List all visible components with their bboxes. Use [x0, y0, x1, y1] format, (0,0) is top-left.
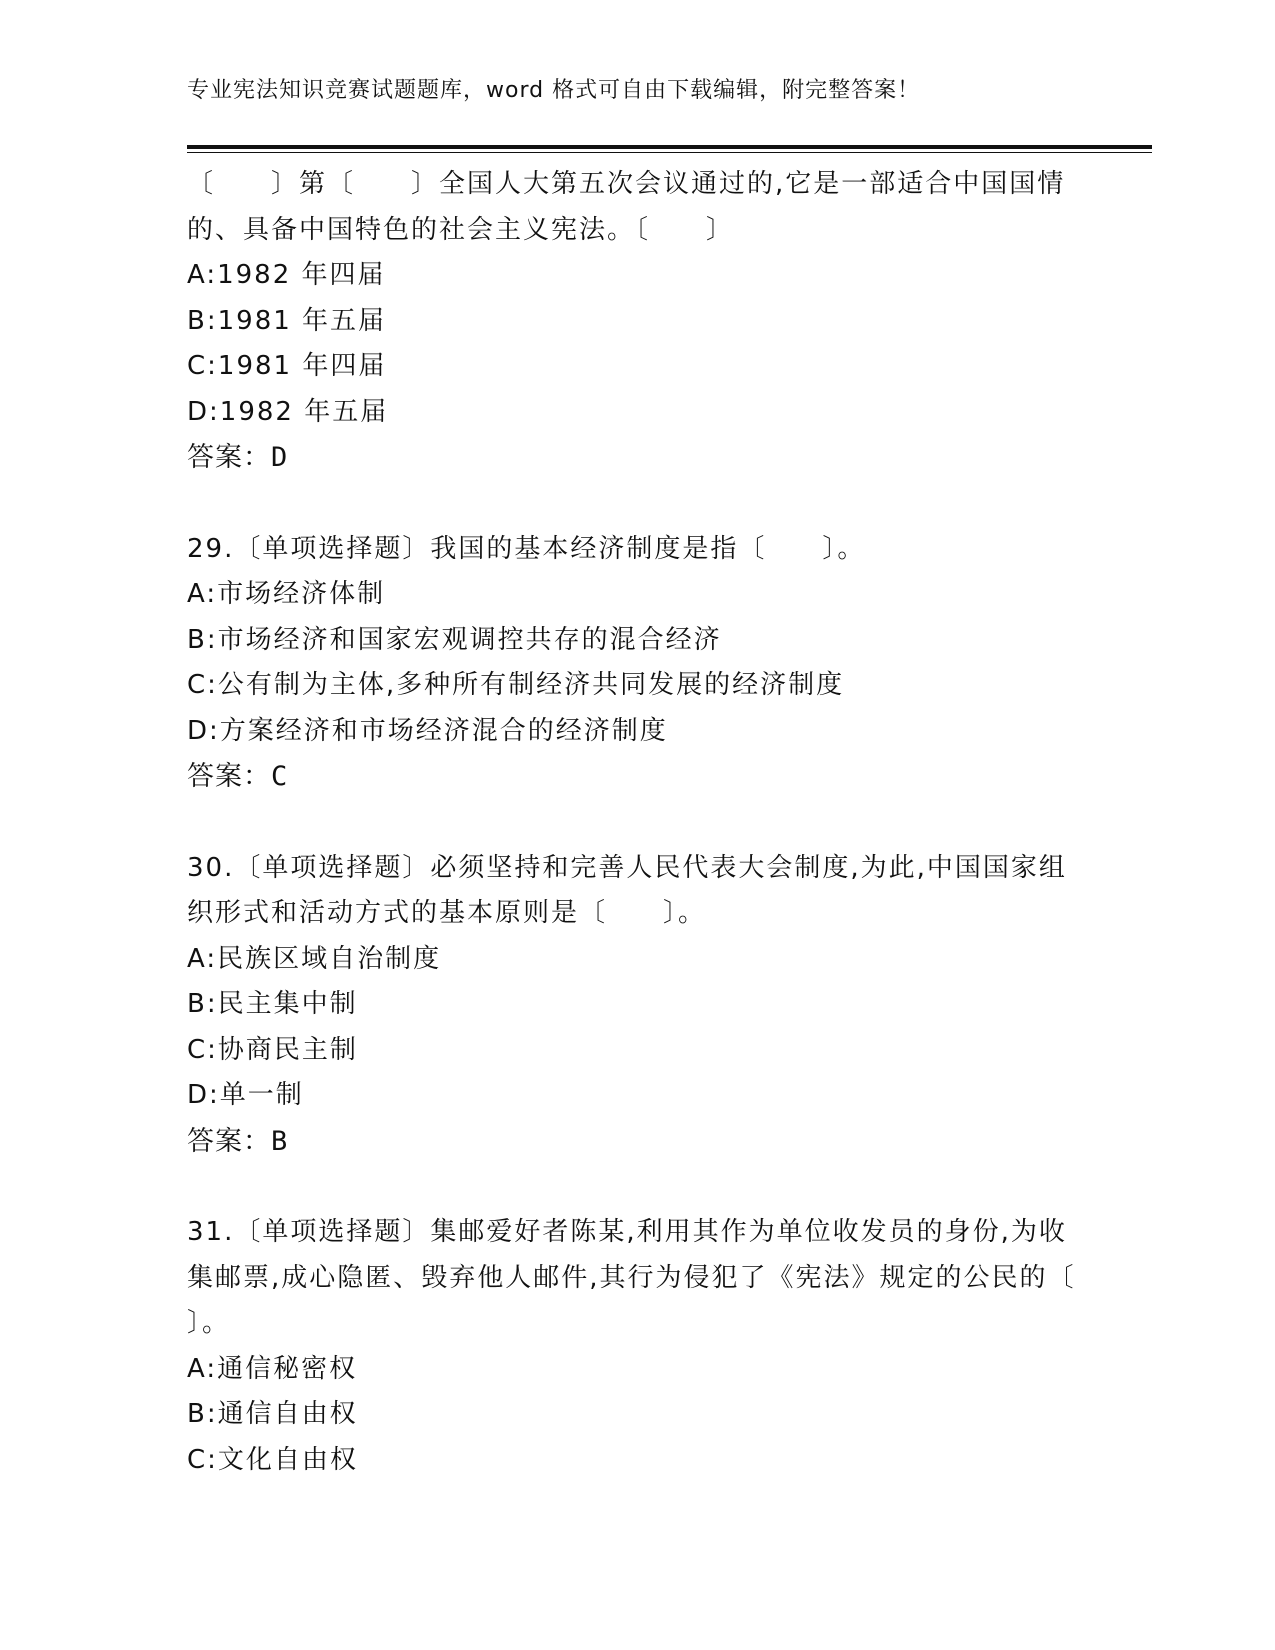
option-a	[187, 1347, 1087, 1393]
question-block	[187, 846, 1087, 1165]
option-text: 方案经济和市场经济混合的经济制度	[219, 715, 668, 746]
option-letter: C:	[187, 351, 218, 381]
option-text: 民族区域自治制度	[217, 943, 442, 974]
option-text: 1982 年四届	[217, 260, 386, 290]
option-text: 市场经济和国家宏观调控共存的混合经济	[217, 624, 722, 655]
question-stem: 〔 〕第〔 〕全国人大第五次会议通过的,它是一部适合中国国情的、具备中国特色的社会主义宪法。〔 〕	[187, 169, 1066, 245]
option-letter: B:	[187, 305, 218, 336]
option-a	[187, 253, 1087, 299]
option-list	[187, 253, 1087, 435]
option-d	[187, 709, 1087, 755]
option-list	[187, 937, 1087, 1119]
option-letter: D:	[187, 1080, 220, 1110]
answer-label: 答案：	[187, 761, 271, 792]
option-c	[187, 1028, 1087, 1074]
option-letter: A:	[187, 1353, 218, 1384]
option-text: 通信秘密权	[217, 1353, 358, 1384]
option-list	[187, 1347, 1087, 1484]
option-letter: D:	[187, 715, 220, 746]
question-list	[187, 162, 1132, 1483]
option-a	[187, 572, 1087, 618]
option-text: 通信自由权	[217, 1399, 358, 1429]
answer-label: 答案：	[187, 1125, 271, 1157]
option-c	[187, 1438, 1087, 1484]
option-b	[187, 1392, 1087, 1438]
option-letter: A:	[187, 260, 218, 290]
question-block	[187, 1210, 1132, 1483]
option-letter: A:	[187, 579, 218, 609]
question-stem: 30.〔单项选择题〕必须坚持和完善人民代表大会制度,为此,中国国家组织形式和活动方式的基本原则是〔 〕。	[187, 852, 1067, 928]
option-text: 1981 年四届	[217, 351, 387, 381]
option-text: 民主集中制	[217, 989, 358, 1019]
option-text: 市场经济体制	[217, 579, 386, 609]
option-d	[187, 1073, 1087, 1119]
answer-value: B	[271, 1125, 289, 1157]
option-c	[187, 663, 1087, 709]
option-text: 协商民主制	[217, 1034, 358, 1065]
option-d	[187, 390, 1087, 436]
option-b	[187, 982, 1087, 1028]
answer-value: D	[271, 442, 289, 473]
option-b	[187, 299, 1087, 345]
answer-line	[187, 435, 1087, 481]
page-header: 专业宪法知识竞赛试题题库，word 格式可自由下载编辑，附完整答案！	[187, 78, 921, 103]
option-text: 1981 年五届	[217, 305, 387, 336]
answer-label: 答案：	[187, 442, 271, 473]
option-letter: A:	[187, 943, 218, 974]
header-rule-thin	[187, 152, 1152, 153]
option-letter: C:	[187, 1034, 218, 1065]
option-letter: B:	[187, 1399, 218, 1429]
option-letter: C:	[187, 1444, 218, 1475]
question-block	[187, 527, 1087, 800]
option-text: 单一制	[219, 1080, 304, 1110]
option-letter: B:	[187, 989, 218, 1019]
option-b	[187, 618, 1087, 664]
option-text: 1982 年五届	[219, 396, 389, 427]
answer-line	[187, 754, 1087, 800]
option-letter: C:	[187, 670, 218, 700]
option-a	[187, 937, 1087, 983]
option-letter: D:	[187, 396, 220, 427]
answer-line	[187, 1119, 1087, 1165]
question-stem: 29.〔单项选择题〕我国的基本经济制度是指〔 〕。	[187, 533, 866, 564]
header-rule-thick	[187, 145, 1152, 149]
answer-value: C	[271, 761, 289, 792]
option-text: 公有制为主体,多种所有制经济共同发展的经济制度	[217, 670, 845, 700]
question-block	[187, 162, 1087, 481]
question-stem: 31.〔单项选择题〕集邮爱好者陈某,利用其作为单位收发员的身份,为收集邮票,成心隐匿、毁弃他人邮件,其行为侵犯了《宪法》规定的公民的〔 〕。	[187, 1217, 1132, 1338]
option-list	[187, 572, 1087, 754]
option-letter: B:	[187, 624, 218, 655]
option-text: 文化自由权	[217, 1444, 358, 1475]
option-c	[187, 344, 1087, 390]
